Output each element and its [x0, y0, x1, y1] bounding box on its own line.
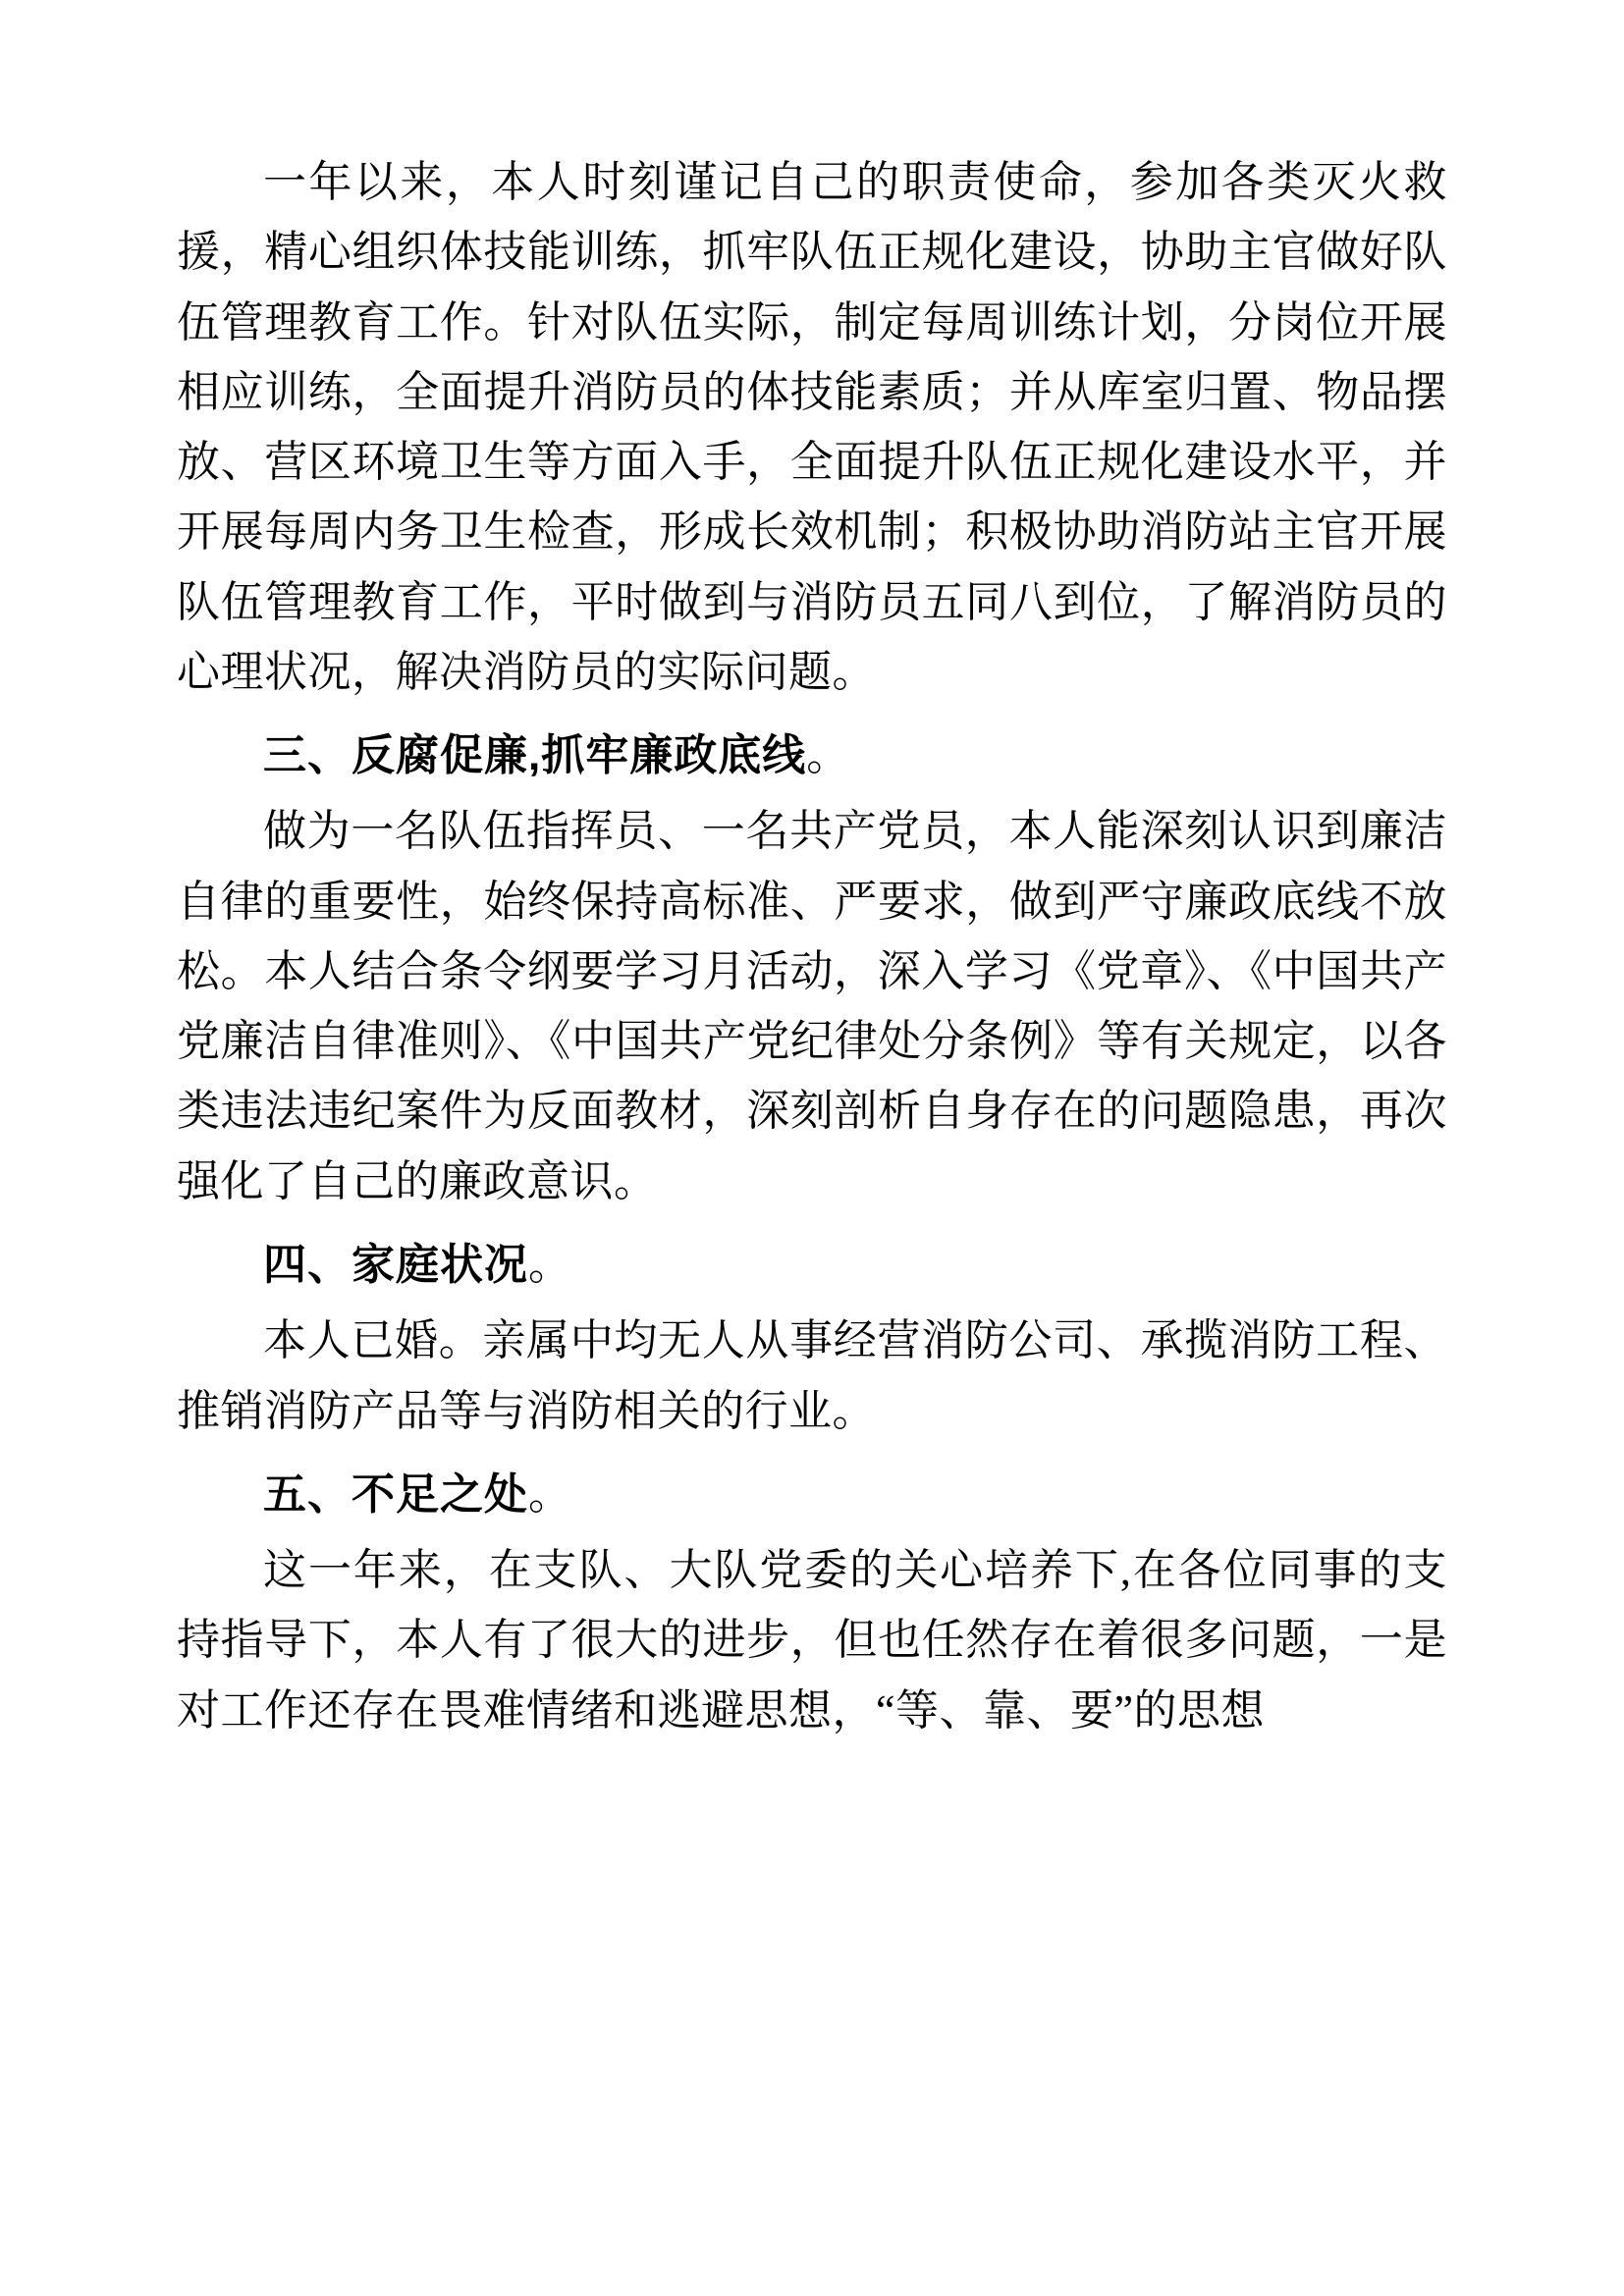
- heading-section-three-text: 三、反腐促廉,抓牢廉政底线: [263, 731, 807, 780]
- heading-section-four-tail: 。: [528, 1240, 572, 1289]
- paragraph-shortcomings: 这一年来，在支队、大队党委的关心培养下,在各位同事的支持指导下，本人有了很大的进步，但也任然存在着很多问题，一是对工作还存在畏难情绪和逃避思想，“等、靠、要”的思想: [177, 1546, 1447, 1735]
- heading-section-three-tail: 。: [806, 731, 851, 780]
- heading-section-four-text: 四、家庭状况: [263, 1240, 528, 1289]
- heading-section-four: [177, 1230, 1447, 1300]
- paragraph-integrity: 做为一名队伍指挥员、一名共产党员，本人能深刻认识到廉洁自律的重要性，始终保持高标准、严要求，做到严守廉政底线不放松。本人结合条令纲要学习月活动，深入学习《党章》、《中国共产党廉洁自律准则》、《中国共产党纪律处分条例》等有关规定，以各类违法违纪案件为反面教材，深刻剖析自身存在的问题隐患，再次强化了自己的廉政意识。: [177, 807, 1447, 1205]
- document-body: [177, 147, 1447, 1745]
- paragraph-duties-summary: 一年以来，本人时刻谨记自己的职责使命，参加各类灭火救援，精心组织体技能训练，抓牢队伍正规化建设，协助主官做好队伍管理教育工作。针对队伍实际，制定每周训练计划，分岗位开展相应训练，全面提升消防员的体技能素质；并从库室归置、物品摆放、营区环境卫生等方面入手，全面提升队伍正规化建设水平，并开展每周内务卫生检查，形成长效机制；积极协助消防站主官开展队伍管理教育工作，平时做到与消防员五同八到位，了解消防员的心理状况，解决消防员的实际问题。: [177, 158, 1447, 696]
- heading-section-five-tail: 。: [528, 1469, 572, 1519]
- heading-section-five-text: 五、不足之处: [263, 1469, 528, 1519]
- paragraph-family: 本人已婚。亲属中均无人从事经营消防公司、承揽消防工程、推销消防产品等与消防相关的行业。: [177, 1316, 1447, 1435]
- heading-section-three: [177, 721, 1447, 790]
- heading-section-five: [177, 1460, 1447, 1529]
